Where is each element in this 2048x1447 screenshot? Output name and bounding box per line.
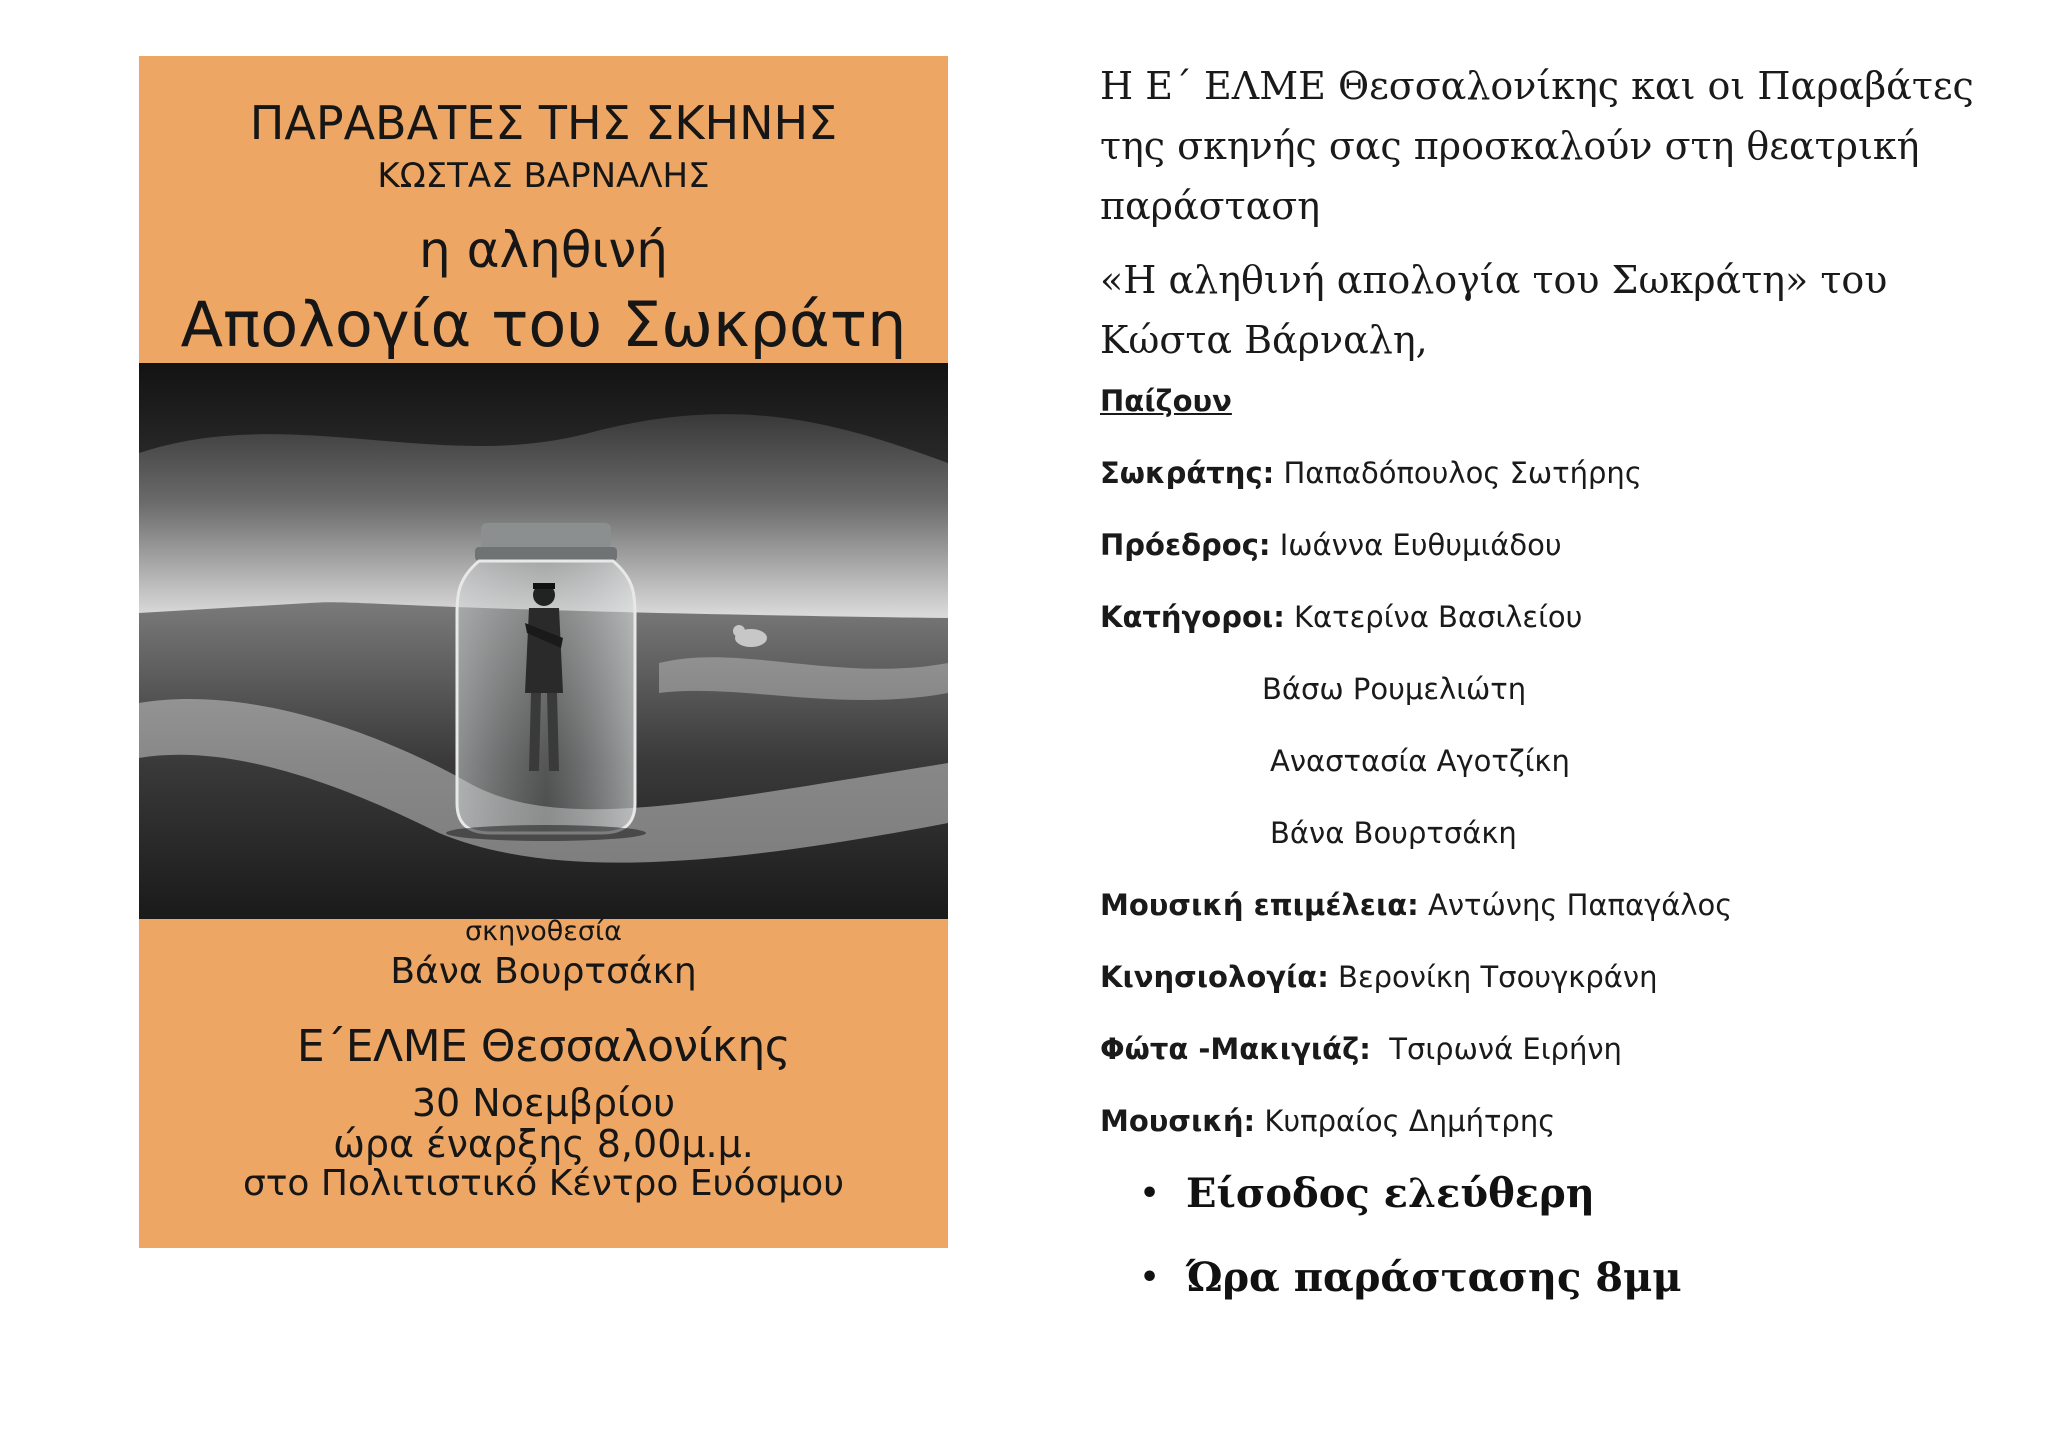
cast-value-president: Ιωάννα Ευθυμιάδου [1279, 528, 1562, 562]
cast-label-music: Μουσική: [1100, 1104, 1256, 1138]
cast-value-socrates: Παπαδόπουλος Σωτήρης [1283, 456, 1642, 490]
cast-value-kinesiology: Βερονίκη Τσουγκράνη [1338, 960, 1658, 994]
bullet-dot-icon: • [1140, 1176, 1160, 1211]
cast-value-lights: Τσιρωνά Ειρήνη [1380, 1032, 1622, 1066]
cast-heading: Παίζουν [1100, 384, 1232, 418]
cast-value-accuser-4: Βάνα Βουρτσάκη [1270, 816, 1517, 850]
cast-value-accuser-1: Κατερίνα Βασιλείου [1294, 600, 1583, 634]
bullet-dot-icon: • [1140, 1260, 1160, 1295]
poster-director-label: σκηνοθεσία [465, 916, 622, 947]
poster-troupe: ΠΑΡΑΒΑΤΕΣ ΤΗΣ ΣΚΗΝΗΣ [249, 96, 838, 150]
poster-start-time: ώρα έναρξης 8,00μ.μ. [333, 1122, 754, 1166]
bullet-item [1140, 1254, 1682, 1301]
bullet-item [1140, 1170, 1595, 1217]
poster-date: 30 Νοεμβρίου [411, 1081, 676, 1125]
cast-value-accuser-2: Βάσω Ρουμελιώτη [1262, 672, 1527, 706]
cast-label-accusers: Κατήγοροι: [1100, 600, 1285, 634]
cast-row-accusers [1100, 600, 1582, 634]
cast-row-socrates [1100, 456, 1642, 490]
event-poster [139, 56, 948, 1248]
cast-row-music-direction [1100, 888, 1732, 922]
poster-organizer: Ε΄ΕΛΜΕ Θεσσαλονίκης [296, 1021, 791, 1072]
poster-author: ΚΩΣΤΑΣ ΒΑΡΝΑΛΗΣ [377, 156, 710, 196]
poster-title: Απολογία του Σωκράτη [180, 288, 907, 361]
invitation-line-1: Η Ε΄ ΕΛΜΕ Θεσσαλονίκης και οι Παραβάτες της σκηνής σας προσκαλούν στη θεατρική παράσταση [1100, 64, 1974, 228]
poster-photo-man-in-jar [139, 363, 948, 919]
poster-subtitle: η αληθινή [419, 221, 668, 279]
cast-row-music [1100, 1104, 1555, 1138]
cast-label-lights: Φώτα -Μακιγιάζ: [1100, 1032, 1371, 1066]
cast-label-president: Πρόεδρος: [1100, 528, 1271, 562]
cast-label-socrates: Σωκράτης: [1100, 456, 1275, 490]
cast-row-president [1100, 528, 1562, 562]
cast-row-lights [1100, 1032, 1622, 1066]
cast-label-kinesiology: Κινησιολογία: [1100, 960, 1329, 994]
cast-row-kinesiology [1100, 960, 1657, 994]
cast-value-accuser-3: Αναστασία Αγοτζίκη [1270, 744, 1570, 778]
bullet-show-time: Ώρα παράστασης 8μμ [1186, 1254, 1682, 1301]
cast-label-music-direction: Μουσική επιμέλεια: [1100, 888, 1419, 922]
invitation-text [1100, 56, 2000, 370]
bullet-free-entry: Είσοδος ελεύθερη [1186, 1170, 1595, 1217]
cast-value-music-direction: Αντώνης Παπαγάλος [1428, 888, 1733, 922]
cast-value-music: Κυπραίος Δημήτρης [1264, 1104, 1556, 1138]
invitation-line-2: «Η αληθινή απολογία του Σωκράτη» του Κώστα Βάρναλη, [1100, 258, 1888, 362]
poster-venue: στο Πολιτιστικό Κέντρο Ευόσμου [242, 1163, 845, 1204]
poster-director: Βάνα Βουρτσάκη [390, 951, 697, 992]
